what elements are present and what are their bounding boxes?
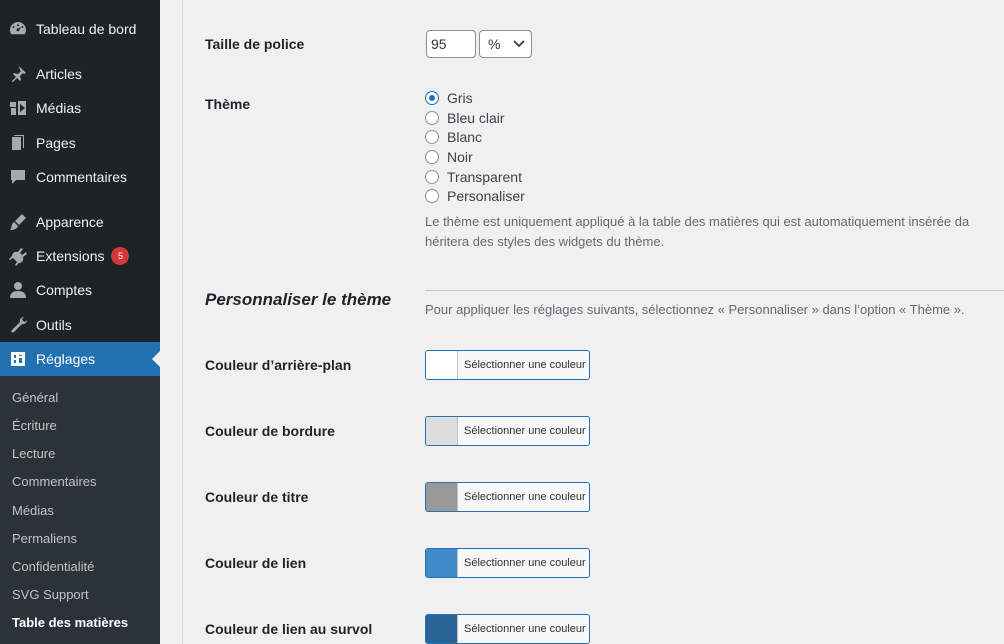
submenu-item-confidentialite[interactable]: Confidentialité xyxy=(12,559,95,574)
color-label-title: Couleur de titre xyxy=(205,489,309,505)
radio-button[interactable] xyxy=(425,189,439,203)
radio-button[interactable] xyxy=(425,111,439,125)
color-swatch xyxy=(426,549,458,577)
sidebar-item-label: Réglages xyxy=(36,351,96,367)
color-swatch xyxy=(426,417,458,445)
color-swatch xyxy=(426,615,458,643)
sidebar-item-medias[interactable] xyxy=(0,91,160,125)
update-count-badge: 5 xyxy=(111,247,129,265)
link-hover-color-picker[interactable] xyxy=(425,614,590,644)
sidebar-item-label: Comptes xyxy=(36,282,93,298)
color-label-link-hover: Couleur de lien au survol xyxy=(205,621,373,637)
color-label-border: Couleur de bordure xyxy=(205,423,335,439)
color-label-link: Couleur de lien xyxy=(205,555,307,571)
settings-content xyxy=(160,0,1004,644)
sidebar-item-reglages[interactable] xyxy=(0,342,160,376)
plugins-icon xyxy=(8,246,28,266)
media-icon xyxy=(8,98,28,118)
title-color-picker[interactable] xyxy=(425,482,590,512)
submenu-item-svg-support[interactable]: SVG Support xyxy=(12,587,89,602)
customize-section-description: Pour appliquer les réglages suivants, sélectionnez « Personnaliser » dans l’option « Thème ». xyxy=(425,302,965,317)
submenu-item-lecture[interactable]: Lecture xyxy=(12,446,56,461)
submenu-item-table-des-matieres[interactable]: Table des matières xyxy=(12,615,129,630)
sidebar-item-commentaires[interactable] xyxy=(0,160,160,194)
submenu-item-general[interactable]: Général xyxy=(12,390,59,405)
theme-description-line1: Le thème est uniquement appliqué à la table des matières qui est automatiquement insérée da xyxy=(425,214,970,229)
pin-icon xyxy=(8,64,28,84)
appearance-icon xyxy=(8,212,28,232)
content-left-border xyxy=(182,0,183,644)
sidebar-item-label: Apparence xyxy=(36,214,104,230)
font-size-label: Taille de police xyxy=(205,36,305,52)
submenu-item-commentaires[interactable]: Commentaires xyxy=(12,474,97,489)
radio-button-checked[interactable] xyxy=(425,91,439,105)
sidebar-item-label: Médias xyxy=(36,100,82,116)
color-label-background: Couleur d’arrière-plan xyxy=(205,357,352,373)
theme-option-noir[interactable] xyxy=(425,147,473,167)
customize-section-title: Personnaliser le thème xyxy=(205,290,392,309)
theme-option-label: Personaliser xyxy=(447,188,525,204)
link-color-picker[interactable] xyxy=(425,548,590,578)
sidebar-item-articles[interactable] xyxy=(0,57,160,91)
theme-option-label: Gris xyxy=(447,90,473,106)
radio-button[interactable] xyxy=(425,150,439,164)
theme-option-blanc[interactable] xyxy=(425,127,482,147)
admin-sidebar xyxy=(0,0,160,644)
theme-label: Thème xyxy=(205,96,251,112)
settings-icon xyxy=(8,349,28,369)
sidebar-item-dashboard[interactable] xyxy=(0,12,160,46)
settings-submenu xyxy=(0,376,160,644)
submenu-item-medias[interactable]: Médias xyxy=(12,503,54,518)
chevron-down-icon xyxy=(513,39,525,49)
sidebar-item-outils[interactable] xyxy=(0,308,160,342)
background-color-picker[interactable] xyxy=(425,350,590,380)
select-color-button-label: Sélectionner une couleur xyxy=(464,359,586,371)
theme-option-personaliser[interactable] xyxy=(425,186,525,206)
pages-icon xyxy=(8,133,28,153)
select-color-button-label: Sélectionner une couleur xyxy=(464,623,586,635)
select-color-button-label: Sélectionner une couleur xyxy=(464,491,586,503)
radio-button[interactable] xyxy=(425,170,439,184)
users-icon xyxy=(8,280,28,300)
tools-icon xyxy=(8,315,28,335)
section-divider xyxy=(425,290,1004,291)
theme-option-label: Bleu clair xyxy=(447,110,505,126)
theme-option-label: Noir xyxy=(447,149,473,165)
theme-option-label: Blanc xyxy=(447,129,483,145)
sidebar-item-apparence[interactable] xyxy=(0,205,160,239)
font-size-input[interactable]: 95 xyxy=(426,30,476,58)
sidebar-item-pages[interactable] xyxy=(0,126,160,160)
border-color-picker[interactable] xyxy=(425,416,590,446)
sidebar-item-extensions[interactable] xyxy=(0,239,160,273)
font-size-unit-select[interactable] xyxy=(479,30,532,58)
dashboard-icon xyxy=(8,19,28,39)
theme-option-bleu-clair[interactable] xyxy=(425,108,505,128)
sidebar-item-label: Outils xyxy=(36,317,72,333)
sidebar-item-label: Commentaires xyxy=(36,169,128,185)
submenu-item-permaliens[interactable]: Permaliens xyxy=(12,531,78,546)
comments-icon xyxy=(8,167,28,187)
radio-button[interactable] xyxy=(425,130,439,144)
color-swatch xyxy=(426,351,458,379)
theme-option-label: Transparent xyxy=(447,169,522,185)
sidebar-item-label: Tableau de bord xyxy=(36,21,137,37)
submenu-item-ecriture[interactable]: Écriture xyxy=(12,418,57,433)
select-color-button-label: Sélectionner une couleur xyxy=(464,557,586,569)
font-size-unit-value: % xyxy=(488,36,501,52)
sidebar-item-comptes[interactable] xyxy=(0,273,160,307)
sidebar-item-label: Extensions xyxy=(36,248,105,264)
color-swatch xyxy=(426,483,458,511)
sidebar-item-label: Articles xyxy=(36,66,82,82)
select-color-button-label: Sélectionner une couleur xyxy=(464,425,586,437)
theme-option-gris[interactable] xyxy=(425,88,473,108)
sidebar-item-label: Pages xyxy=(36,135,76,151)
theme-option-transparent[interactable] xyxy=(425,167,522,187)
theme-description-line2: héritera des styles des widgets du thème. xyxy=(425,234,665,249)
